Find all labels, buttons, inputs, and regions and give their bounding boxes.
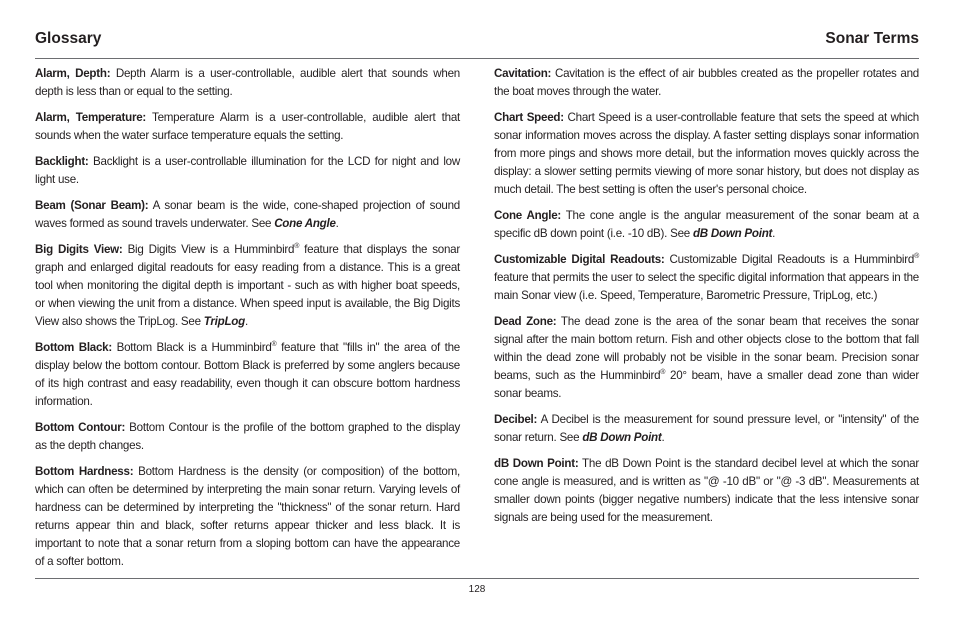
- cross-reference-link[interactable]: TripLog: [203, 315, 245, 328]
- page-header: [35, 30, 919, 56]
- header-rule: [35, 58, 919, 59]
- glossary-definition: Temperature Alarm is a user-controllable, audible alert that sounds when the water surface temperature equals the setting.: [35, 111, 460, 142]
- glossary-entry: [35, 241, 460, 331]
- glossary-term: Alarm, Depth:: [35, 67, 111, 80]
- glossary-entry: [494, 207, 919, 243]
- glossary-definition: Customizable Digital Readouts is a Humminbird® feature that permits the user to select the specific digital information that appears in the main Sonar view (i.e. Speed, Temperature, Barometric Pressure, TripLog, etc.): [494, 253, 919, 302]
- glossary-term: Bottom Hardness:: [35, 465, 134, 478]
- cross-reference-link[interactable]: dB Down Point: [692, 227, 773, 240]
- glossary-term: Big Digits View:: [35, 243, 123, 256]
- glossary-entry: [35, 109, 460, 145]
- glossary-definition: The cone angle is the angular measurement of the sonar beam at a specific dB down point (i.e. -10 dB). See: [494, 209, 919, 240]
- reference-punctuation: .: [772, 227, 776, 240]
- glossary-term: Decibel:: [494, 413, 538, 426]
- glossary-term: Cavitation:: [494, 67, 552, 80]
- glossary-term: Beam (Sonar Beam):: [35, 199, 149, 212]
- glossary-definition: Bottom Contour is the profile of the bottom graphed to the display as the depth changes.: [35, 421, 460, 452]
- glossary-entry: [35, 197, 460, 233]
- glossary-column-left: [35, 65, 460, 579]
- glossary-term: Bottom Black:: [35, 341, 112, 354]
- glossary-definition: Bottom Black is a Humminbird® feature that "fills in" the area of the display below the bottom contour. Bottom Black is preferred by some anglers because of its high contrast and easy readability, even though it can obscure bottom hardness information.: [35, 341, 461, 408]
- cross-reference-link[interactable]: Cone Angle: [274, 217, 336, 230]
- cross-reference-link[interactable]: dB Down Point: [582, 431, 662, 444]
- section-title-sonar-terms: Sonar Terms: [825, 30, 919, 47]
- glossary-definition: Cavitation is the effect of air bubbles created as the propeller rotates and the boat moves through the water.: [494, 67, 919, 98]
- glossary-entry: [494, 109, 919, 199]
- glossary-definition: Backlight is a user-controllable illumination for the LCD for night and low light use.: [35, 155, 460, 186]
- reference-punctuation: .: [244, 315, 248, 328]
- glossary-definition: Big Digits View is a Humminbird® feature that displays the sonar graph and enlarged digital readouts for easy reading from a distance. This is a great tool when monitoring the digital depth is important - such as with higher boat speeds, or when viewing the unit from a distance. When speed input is available, the Big Digits View also shows the TripLog. See: [35, 243, 460, 328]
- glossary-definition: The dB Down Point is the standard decibel level at which the sonar cone angle is measured, and is written as "@ -10 dB" or "@ -3 dB". Measurements at smaller down points (bigger negative numbers) indicate that the less intensive sonar signals are being used for the measurement.: [494, 457, 919, 524]
- glossary-column-right: [494, 65, 919, 535]
- glossary-entry: [494, 251, 919, 305]
- glossary-definition: Bottom Hardness is the density (or composition) of the bottom, which can often be determined by interpreting the main sonar return. Varying levels of hardness can be determined by interpreting the "thickness" of the sonar return. Hard returns appear thin and black, softer returns appear thicker and less black. It is important to note that a sonar return from a sloping bottom can have the appearance of a softer bottom.: [35, 465, 460, 568]
- glossary-entry: [35, 463, 460, 571]
- section-title-glossary: Glossary: [35, 30, 102, 47]
- glossary-term: Dead Zone:: [494, 315, 557, 328]
- footer-rule: [35, 578, 919, 579]
- glossary-entry: [35, 153, 460, 189]
- glossary-definition: A Decibel is the measurement for sound pressure level, or "intensity" of the sonar return. See: [494, 413, 919, 444]
- glossary-definition: Chart Speed is a user-controllable feature that sets the speed at which sonar information moves across the display. A faster setting displays sonar information from more pings and shows more detail, but the information moves quickly across the display: a slower setting permits viewing of more sonar history, but does not display as much detail. The best setting is often the user's personal choice.: [494, 111, 919, 196]
- glossary-term: dB Down Point:: [494, 457, 579, 470]
- glossary-term: Customizable Digital Readouts:: [494, 253, 665, 266]
- glossary-term: Alarm, Temperature:: [35, 111, 147, 124]
- glossary-entry: [35, 65, 460, 101]
- glossary-entry: [494, 65, 919, 101]
- glossary-term: Backlight:: [35, 155, 89, 168]
- glossary-entry: [494, 455, 919, 527]
- glossary-term: Cone Angle:: [494, 209, 562, 222]
- glossary-entry: [35, 419, 460, 455]
- glossary-definition: The dead zone is the area of the sonar beam that receives the sonar signal after the main bottom return. Fish and other objects close to the bottom that fall within the dead zone will probably not be visible in the sonar beam. Precision sonar beams, such as the Humminbird® 20° beam, have a smaller dead zone than wider sonar beams.: [494, 315, 919, 400]
- reference-punctuation: .: [661, 431, 665, 444]
- glossary-term: Chart Speed:: [494, 111, 564, 124]
- glossary-entry: [494, 313, 919, 403]
- glossary-entry: [35, 339, 460, 411]
- glossary-entry: [494, 411, 919, 447]
- reference-punctuation: .: [335, 217, 339, 230]
- glossary-definition: A sonar beam is the wide, cone-shaped projection of sound waves formed as sound travels underwater. See: [35, 199, 460, 230]
- glossary-term: Bottom Contour:: [35, 421, 126, 434]
- glossary-definition: Depth Alarm is a user-controllable, audible alert that sounds when depth is less than or equal to the setting.: [35, 67, 460, 98]
- page-number: 128: [468, 584, 486, 595]
